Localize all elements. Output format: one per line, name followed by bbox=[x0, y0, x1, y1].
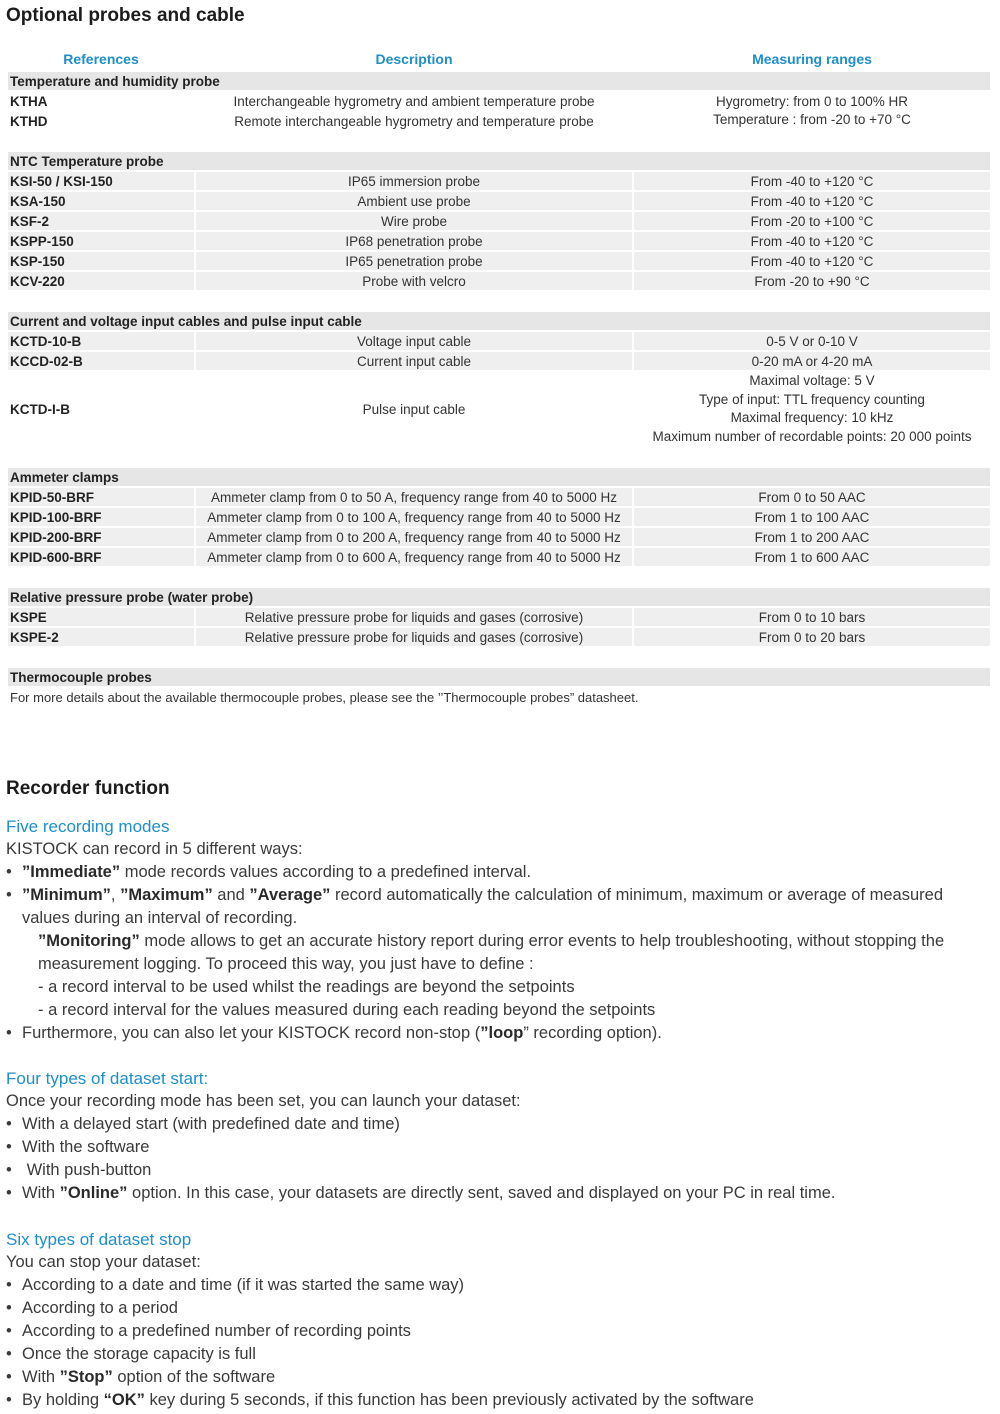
desc-cell: IP65 penetration probe bbox=[196, 252, 632, 270]
recording-modes-block bbox=[6, 815, 991, 1045]
desc-cell: Voltage input cable bbox=[196, 332, 632, 350]
desc-cell: Wire probe bbox=[196, 212, 632, 230]
desc-cell: Interchangeable hygrometry and ambient temperature probe bbox=[196, 92, 632, 110]
monitoring-line: ”Monitoring” mode allows to get an accurate history report during error events to help troubleshooting, without stopping the bbox=[38, 932, 945, 950]
ref-cell: KSPE bbox=[8, 608, 194, 626]
table-row bbox=[8, 92, 990, 110]
ref-cell: KPID-100-BRF bbox=[8, 508, 194, 526]
thermocouple-note: For more details about the available thermocouple probes, please see the ’’Thermocouple probes” datasheet. bbox=[8, 688, 990, 706]
section-title-probes: Optional probes and cable bbox=[6, 5, 245, 26]
ref-cell: KPID-200-BRF bbox=[8, 528, 194, 546]
ref-cell: KCV-220 bbox=[8, 272, 194, 290]
range-cell: From -20 to +90 °C bbox=[634, 272, 990, 290]
desc-cell: Relative pressure probe for liquids and gases (corrosive) bbox=[196, 608, 632, 626]
range-line: Maximum number of recordable points: 20 000 points bbox=[652, 428, 972, 444]
group-title: NTC Temperature probe bbox=[8, 152, 990, 170]
list-item: • ”Immediate” mode records values according to a predefined interval. bbox=[6, 861, 991, 884]
table-row bbox=[8, 172, 990, 190]
ref-cell: KSPP-150 bbox=[8, 232, 194, 250]
subheading-dataset-start: Four types of dataset start: bbox=[6, 1069, 209, 1088]
range-line: Maximal frequency: 10 kHz bbox=[730, 410, 894, 425]
table-row bbox=[8, 548, 990, 566]
desc-cell: Remote interchangeable hygrometry and temperature probe bbox=[196, 112, 632, 130]
ref-cell: KCTD-10-B bbox=[8, 332, 194, 350]
range-cell: From 1 to 600 AAC bbox=[634, 548, 990, 566]
ref-cell: KSPE-2 bbox=[8, 628, 194, 646]
ref-cell: KCTD-I-B bbox=[8, 372, 194, 446]
group-header bbox=[8, 72, 990, 90]
header-description: Description bbox=[375, 51, 453, 67]
desc-cell: Probe with velcro bbox=[196, 272, 632, 290]
table-row bbox=[8, 488, 990, 506]
range-cell: From -20 to +100 °C bbox=[634, 212, 990, 230]
desc-cell: Ammeter clamp from 0 to 100 A, frequency range from 40 to 5000 Hz bbox=[196, 508, 632, 526]
list-item: • With push-button bbox=[6, 1159, 991, 1182]
desc-cell: Ambient use probe bbox=[196, 192, 632, 210]
group-title: Ammeter clamps bbox=[8, 468, 990, 486]
dataset-start-block bbox=[6, 1067, 991, 1205]
group-header bbox=[8, 588, 990, 606]
range-cell: From -40 to +120 °C bbox=[634, 192, 990, 210]
list-item: • Once the storage capacity is full bbox=[6, 1343, 991, 1366]
dash-item: - a record interval for the values measured during each reading beyond the setpoints bbox=[38, 1001, 656, 1019]
range-cell: From -40 to +120 °C bbox=[634, 252, 990, 270]
table-row bbox=[8, 508, 990, 526]
table-row bbox=[8, 628, 990, 646]
table-row bbox=[8, 192, 990, 210]
range-cell: From 0 to 10 bars bbox=[634, 608, 990, 626]
dash-item: - a record interval to be used whilst the readings are beyond the setpoints bbox=[38, 978, 575, 996]
desc-cell: Ammeter clamp from 0 to 600 A, frequency range from 40 to 5000 Hz bbox=[196, 548, 632, 566]
section-title-recorder: Recorder function bbox=[6, 778, 170, 799]
group-header bbox=[8, 468, 990, 486]
range-line: Maximal voltage: 5 V bbox=[749, 373, 875, 388]
range-cell: 0-5 V or 0-10 V bbox=[634, 332, 990, 350]
range-cell: From 0 to 50 AAC bbox=[634, 488, 990, 506]
note-row bbox=[8, 688, 990, 706]
range-cell: 0-20 mA or 4-20 mA bbox=[634, 352, 990, 370]
range-cell: From 0 to 20 bars bbox=[634, 628, 990, 646]
desc-cell: Ammeter clamp from 0 to 50 A, frequency range from 40 to 5000 Hz bbox=[196, 488, 632, 506]
list-item: • According to a predefined number of recording points bbox=[6, 1320, 991, 1343]
desc-cell: IP65 immersion probe bbox=[196, 172, 632, 190]
desc-cell: IP68 penetration probe bbox=[196, 232, 632, 250]
start-intro: Once your recording mode has been set, you can launch your dataset: bbox=[6, 1092, 521, 1110]
desc-cell: Pulse input cable bbox=[196, 372, 632, 446]
ref-cell: KSI-50 / KSI-150 bbox=[8, 172, 194, 190]
ref-cell: KSF-2 bbox=[8, 212, 194, 230]
ref-cell: KTHA bbox=[8, 92, 194, 110]
list-item: • ”Minimum”, ”Maximum” and ”Average” record automatically the calculation of minimum, maximum or average of measured bbox=[6, 884, 991, 907]
ref-cell: KCCD-02-B bbox=[8, 352, 194, 370]
group-title: Current and voltage input cables and pulse input cable bbox=[8, 312, 990, 330]
group-title: Thermocouple probes bbox=[8, 668, 990, 686]
table-row bbox=[8, 332, 990, 350]
list-item: • With the software bbox=[6, 1136, 991, 1159]
desc-cell: Ammeter clamp from 0 to 200 A, frequency range from 40 to 5000 Hz bbox=[196, 528, 632, 546]
modes-intro: KISTOCK can record in 5 different ways: bbox=[6, 840, 303, 858]
dataset-stop-block bbox=[6, 1228, 991, 1412]
group-title: Temperature and humidity probe bbox=[8, 72, 990, 90]
list-item: • According to a date and time (if it was started the same way) bbox=[6, 1274, 991, 1297]
table-row bbox=[8, 252, 990, 270]
ref-cell: KTHD bbox=[8, 112, 194, 130]
desc-cell: Current input cable bbox=[196, 352, 632, 370]
range-cell bbox=[634, 92, 990, 130]
table-row bbox=[8, 272, 990, 290]
group-header bbox=[8, 152, 990, 170]
ref-cell: KSP-150 bbox=[8, 252, 194, 270]
range-line: Hygrometry: from 0 to 100% HR bbox=[715, 93, 909, 109]
stop-intro: You can stop your dataset: bbox=[6, 1253, 201, 1271]
range-cell: From -40 to +120 °C bbox=[634, 232, 990, 250]
list-item: • With ”Stop” option of the software bbox=[6, 1366, 991, 1389]
group-title: Relative pressure probe (water probe) bbox=[8, 588, 990, 606]
probes-table bbox=[6, 46, 992, 708]
range-cell bbox=[634, 372, 990, 446]
table-row bbox=[8, 608, 990, 626]
subheading-recording-modes: Five recording modes bbox=[6, 817, 170, 836]
range-cell: From 1 to 200 AAC bbox=[634, 528, 990, 546]
range-cell: From -40 to +120 °C bbox=[634, 172, 990, 190]
list-item: • According to a period bbox=[6, 1297, 991, 1320]
range-cell: From 1 to 100 AAC bbox=[634, 508, 990, 526]
table-row bbox=[8, 528, 990, 546]
ref-cell: KSA-150 bbox=[8, 192, 194, 210]
subheading-dataset-stop: Six types of dataset stop bbox=[6, 1230, 192, 1249]
ref-cell: KPID-600-BRF bbox=[8, 548, 194, 566]
table-header-row bbox=[8, 48, 990, 70]
table-row bbox=[8, 212, 990, 230]
list-item: • By holding “OK” key during 5 seconds, if this function has been previously activated by the software bbox=[6, 1389, 991, 1412]
group-header bbox=[8, 312, 990, 330]
list-item: • With ”Online” option. In this case, your datasets are directly sent, saved and displayed on your PC in real time. bbox=[6, 1182, 991, 1205]
monitoring-continuation: measurement logging. To proceed this way, you just have to define : bbox=[38, 955, 534, 973]
list-item: • With a delayed start (with predefined date and time) bbox=[6, 1113, 991, 1136]
table-row bbox=[8, 232, 990, 250]
table-row bbox=[8, 352, 990, 370]
list-item: • Furthermore, you can also let your KISTOCK record non-stop (”loop” recording option). bbox=[6, 1022, 991, 1045]
table-row bbox=[8, 372, 990, 446]
range-line: Temperature : from -20 to +70 °C bbox=[713, 112, 911, 127]
header-measuring-ranges: Measuring ranges bbox=[752, 51, 872, 67]
list-item-continuation: values during an interval of recording. bbox=[22, 909, 298, 927]
desc-cell: Relative pressure probe for liquids and gases (corrosive) bbox=[196, 628, 632, 646]
range-line: Type of input: TTL frequency counting bbox=[699, 391, 925, 407]
header-references: References bbox=[63, 51, 139, 67]
group-header bbox=[8, 668, 990, 686]
ref-cell: KPID-50-BRF bbox=[8, 488, 194, 506]
